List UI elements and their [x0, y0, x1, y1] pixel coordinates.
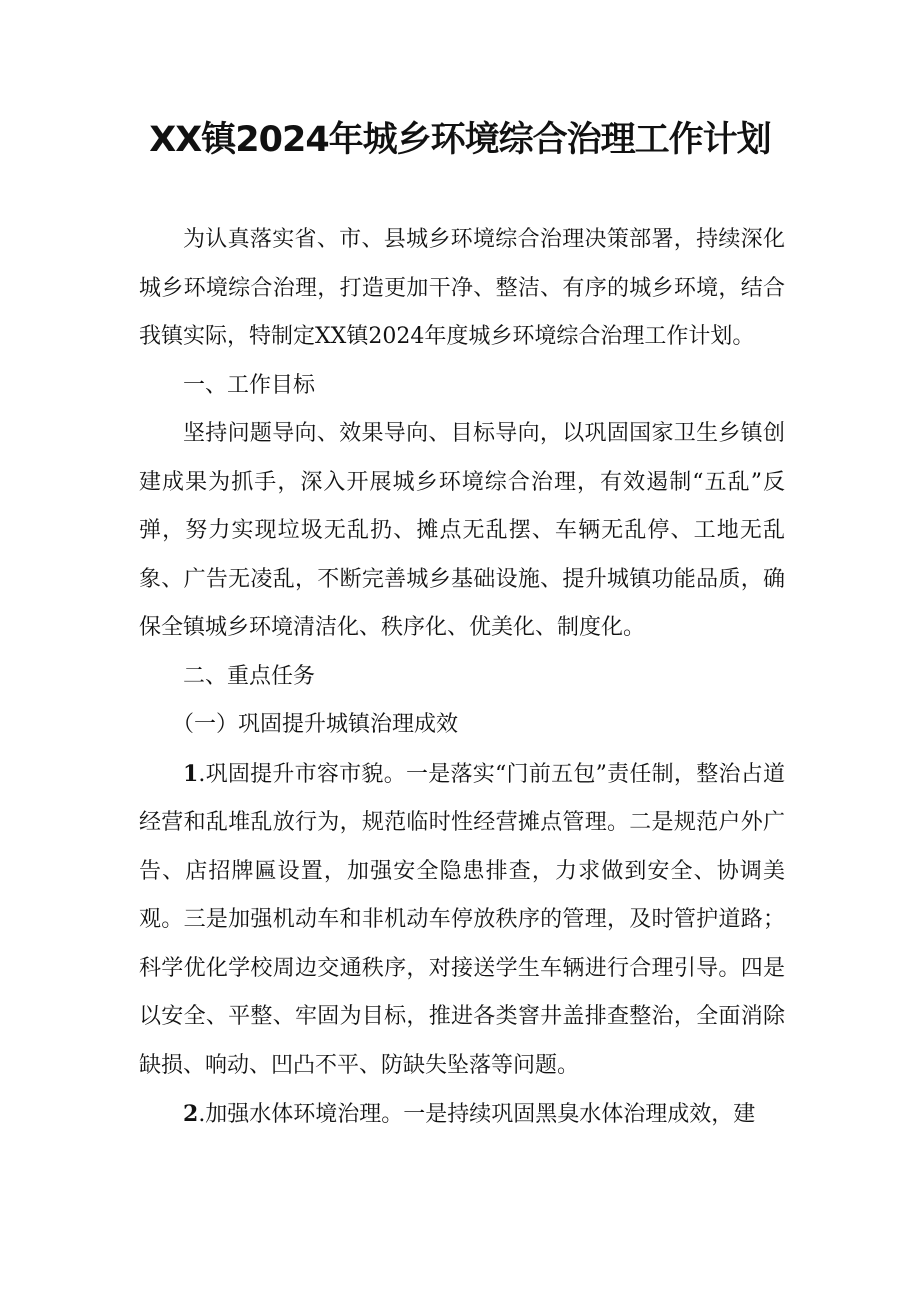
task-item-2: [139, 1090, 785, 1140]
task-item-2-number: 2: [183, 1101, 199, 1127]
section-heading-work-goals: 一、工作目标: [183, 372, 316, 398]
task-item-1-text: .巩固提升市容市貌。一是落实“门前五包”责任制，整治占道经营和乱堆乱放行为，规范临时性经营摊点管理。二是规范户外广告、店招牌匾设置，加强安全隐患排查，力求做到安全、协调美观。三是加强机动车和非机动车停放秩序的管理，及时管护道路；科学优化学校周边交通秩序，对接送学生车辆进行合理引导。四是以安全、平整、牢固为目标，推进各类窨井盖排查整治，全面消除缺损、响动、凹凸不平、防缺失坠落等问题。: [139, 761, 785, 1078]
task-item-1-number: 1: [183, 760, 199, 787]
task-item-2-text: .加强水体环境治理。一是持续巩固黑臭水体治理成效，建: [198, 1102, 756, 1127]
work-goals-paragraph: 坚持问题导向、效果导向、目标导向，以巩固国家卫生乡镇创建成果为抓手，深入开展城乡环境综合治理，有效遏制“五乱”反弹，努力实现垃圾无乱扔、摊点无乱摆、车辆无乱停、工地无乱象、广告无凌乱，不断完善城乡基础设施、提升城镇功能品质，确保全镇城乡环境清洁化、秩序化、优美化、制度化。: [139, 421, 785, 640]
document-body: [139, 216, 785, 1140]
task-item-1: [139, 750, 785, 1091]
subsection-heading-town-governance: （一）巩固提升城镇治理成效: [172, 712, 459, 737]
intro-paragraph: 为认真落实省、市、县城乡环境综合治理决策部署，持续深化城乡环境综合治理，打造更加干净、整洁、有序的城乡环境，结合我镇实际，特制定XX镇2024年度城乡环境综合治理工作计划。: [139, 227, 785, 349]
section-heading-key-tasks: 二、重点任务: [183, 663, 316, 689]
document-title: XX镇2024年城乡环境综合治理工作计划: [149, 120, 771, 160]
